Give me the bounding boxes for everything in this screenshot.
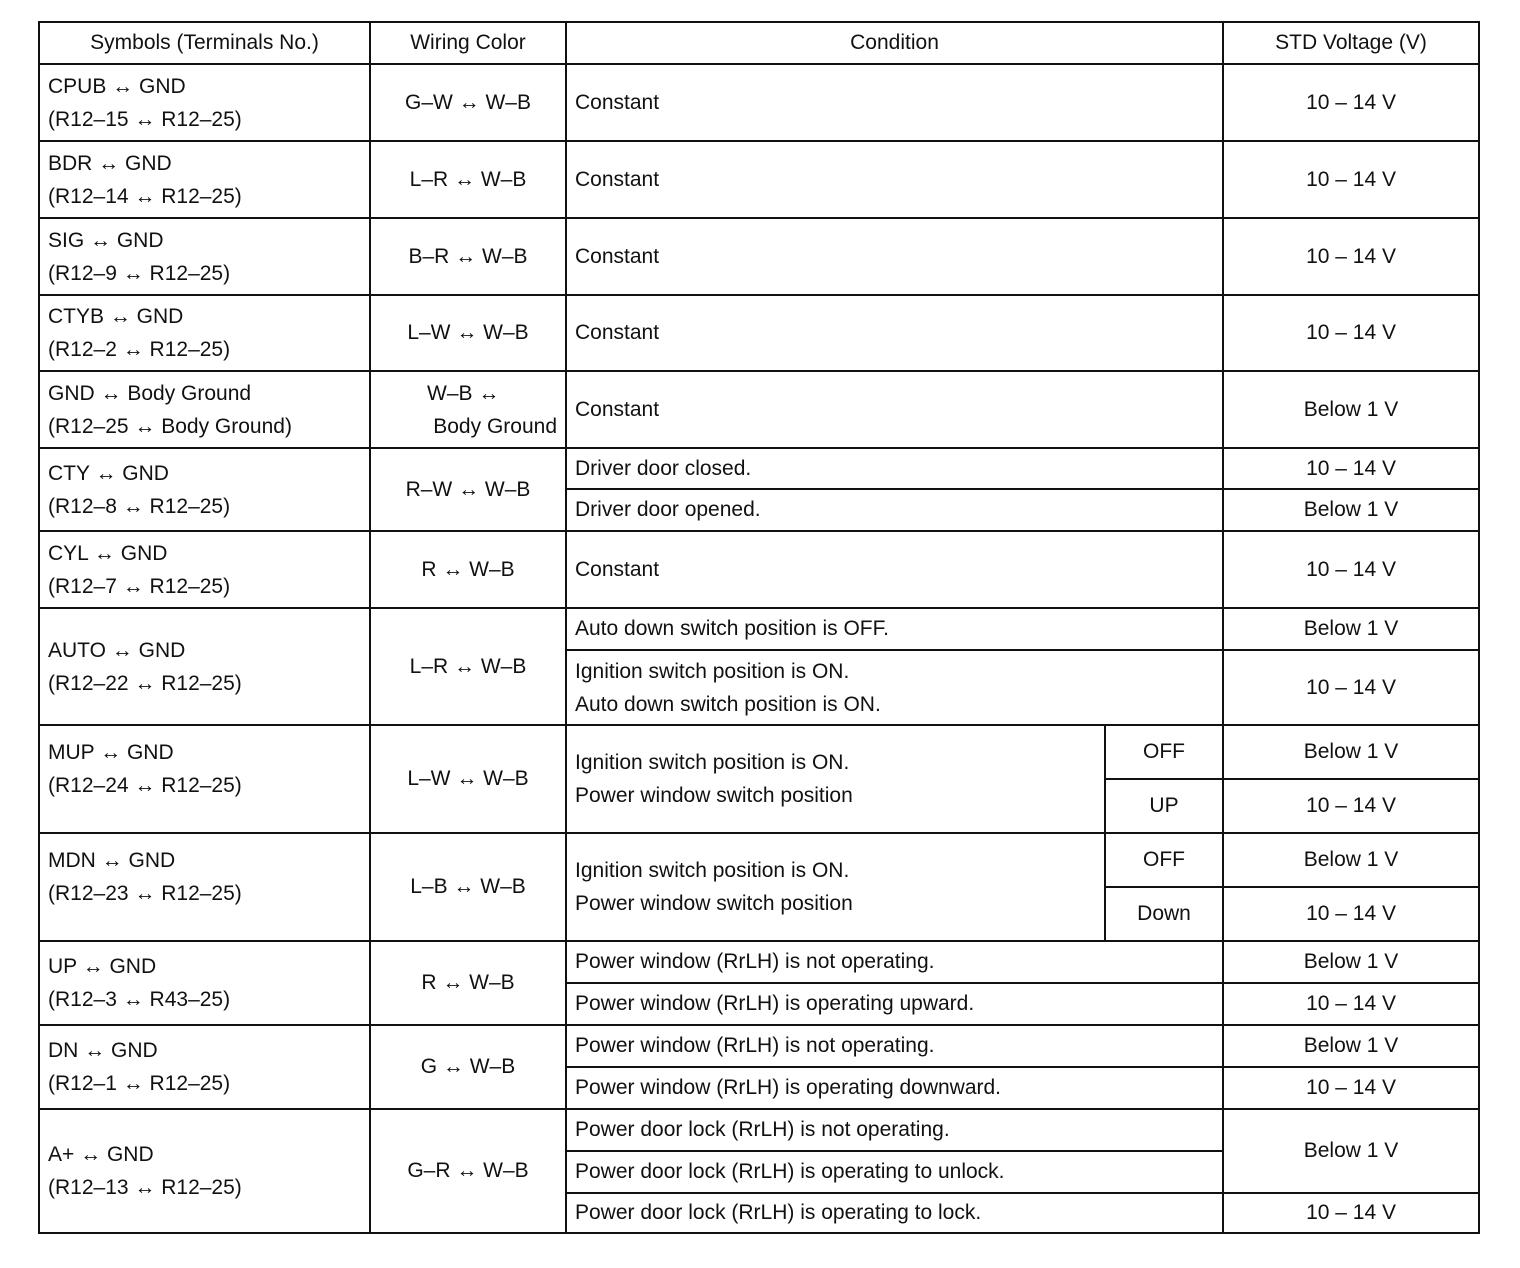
condition-cell: Power window (RrLH) is operating downward. [566, 1067, 1223, 1109]
table-row [39, 64, 1479, 141]
table-row [39, 295, 1479, 371]
switch-position-cell: OFF [1105, 833, 1223, 887]
condition-cell: Driver door closed. [566, 448, 1223, 489]
voltage-cell: 10 – 14 V [1223, 531, 1479, 608]
switch-position-cell: Down [1105, 887, 1223, 941]
voltage-cell: 10 – 14 V [1223, 448, 1479, 489]
table-row [39, 833, 1479, 887]
wiring-cell: G–W ↔ W–B [370, 64, 566, 141]
wiring-voltage-table-container [38, 21, 1480, 1234]
voltage-cell: Below 1 V [1223, 941, 1479, 983]
wiring-cell: L–W ↔ W–B [370, 295, 566, 371]
condition-cell: Constant [566, 64, 1223, 141]
voltage-cell: Below 1 V [1223, 725, 1479, 779]
header-wiring-color: Wiring Color [370, 22, 566, 64]
table-row [39, 141, 1479, 218]
voltage-cell: Below 1 V [1223, 1109, 1479, 1193]
wiring-cell: R ↔ W–B [370, 531, 566, 608]
symbol-cell: A+ ↔ GND (R12–13 ↔ R12–25) [39, 1109, 370, 1233]
table-row [39, 1025, 1479, 1067]
symbol-cell: MDN ↔ GND (R12–23 ↔ R12–25) [39, 833, 370, 941]
voltage-cell: 10 – 14 V [1223, 218, 1479, 295]
header-std-voltage: STD Voltage (V) [1223, 22, 1479, 64]
symbol-cell: CYL ↔ GND (R12–7 ↔ R12–25) [39, 531, 370, 608]
symbol-cell: AUTO ↔ GND (R12–22 ↔ R12–25) [39, 608, 370, 725]
symbol-cell: CTY ↔ GND (R12–8 ↔ R12–25) [39, 448, 370, 531]
table-row [39, 371, 1479, 448]
wiring-cell: R ↔ W–B [370, 941, 566, 1025]
voltage-cell: 10 – 14 V [1223, 779, 1479, 833]
symbol-cell: CTYB ↔ GND (R12–2 ↔ R12–25) [39, 295, 370, 371]
voltage-cell: 10 – 14 V [1223, 64, 1479, 141]
wiring-cell: G ↔ W–B [370, 1025, 566, 1109]
table-row [39, 448, 1479, 489]
condition-cell: Ignition switch position is ON. Power window switch position [566, 725, 1105, 833]
symbol-cell: SIG ↔ GND (R12–9 ↔ R12–25) [39, 218, 370, 295]
condition-cell: Power door lock (RrLH) is operating to unlock. [566, 1151, 1223, 1193]
voltage-cell: 10 – 14 V [1223, 295, 1479, 371]
condition-cell: Power window (RrLH) is not operating. [566, 1025, 1223, 1067]
wiring-cell: W–B ↔ Body Ground [370, 371, 566, 448]
voltage-cell: 10 – 14 V [1223, 141, 1479, 218]
symbol-cell: CPUB ↔ GND (R12–15 ↔ R12–25) [39, 64, 370, 141]
table-row [39, 218, 1479, 295]
voltage-cell: 10 – 14 V [1223, 887, 1479, 941]
symbol-cell: MUP ↔ GND (R12–24 ↔ R12–25) [39, 725, 370, 833]
switch-position-cell: OFF [1105, 725, 1223, 779]
wiring-cell: R–W ↔ W–B [370, 448, 566, 531]
voltage-cell: 10 – 14 V [1223, 1067, 1479, 1109]
wiring-cell: B–R ↔ W–B [370, 218, 566, 295]
voltage-cell: Below 1 V [1223, 608, 1479, 650]
voltage-cell: 10 – 14 V [1223, 983, 1479, 1025]
table-row [39, 725, 1479, 779]
symbol-cell: BDR ↔ GND (R12–14 ↔ R12–25) [39, 141, 370, 218]
condition-cell: Power window (RrLH) is operating upward. [566, 983, 1223, 1025]
wiring-cell: L–R ↔ W–B [370, 141, 566, 218]
voltage-cell: Below 1 V [1223, 833, 1479, 887]
wiring-cell: G–R ↔ W–B [370, 1109, 566, 1233]
header-row [39, 22, 1479, 64]
condition-cell: Constant [566, 371, 1223, 448]
condition-cell: Power door lock (RrLH) is not operating. [566, 1109, 1223, 1151]
header-symbols: Symbols (Terminals No.) [39, 22, 370, 64]
wiring-cell: L–R ↔ W–B [370, 608, 566, 725]
table-row [39, 941, 1479, 983]
condition-cell: Ignition switch position is ON. Auto down switch position is ON. [566, 650, 1223, 725]
condition-cell: Constant [566, 218, 1223, 295]
voltage-cell: 10 – 14 V [1223, 1193, 1479, 1233]
table-row [39, 531, 1479, 608]
voltage-cell: Below 1 V [1223, 1025, 1479, 1067]
condition-cell: Ignition switch position is ON. Power window switch position [566, 833, 1105, 941]
table-row [39, 1109, 1479, 1151]
voltage-cell: 10 – 14 V [1223, 650, 1479, 725]
switch-position-cell: UP [1105, 779, 1223, 833]
voltage-cell: Below 1 V [1223, 371, 1479, 448]
header-condition: Condition [566, 22, 1223, 64]
condition-cell: Constant [566, 141, 1223, 218]
voltage-cell: Below 1 V [1223, 489, 1479, 531]
terminal-voltage-table [38, 21, 1480, 1234]
wiring-cell: L–B ↔ W–B [370, 833, 566, 941]
wiring-cell: L–W ↔ W–B [370, 725, 566, 833]
symbol-cell: DN ↔ GND (R12–1 ↔ R12–25) [39, 1025, 370, 1109]
condition-cell: Driver door opened. [566, 489, 1223, 531]
condition-cell: Auto down switch position is OFF. [566, 608, 1223, 650]
symbol-cell: UP ↔ GND (R12–3 ↔ R43–25) [39, 941, 370, 1025]
condition-cell: Power window (RrLH) is not operating. [566, 941, 1223, 983]
symbol-cell: GND ↔ Body Ground (R12–25 ↔ Body Ground) [39, 371, 370, 448]
condition-cell: Constant [566, 531, 1223, 608]
table-row [39, 608, 1479, 650]
condition-cell: Power door lock (RrLH) is operating to lock. [566, 1193, 1223, 1233]
condition-cell: Constant [566, 295, 1223, 371]
